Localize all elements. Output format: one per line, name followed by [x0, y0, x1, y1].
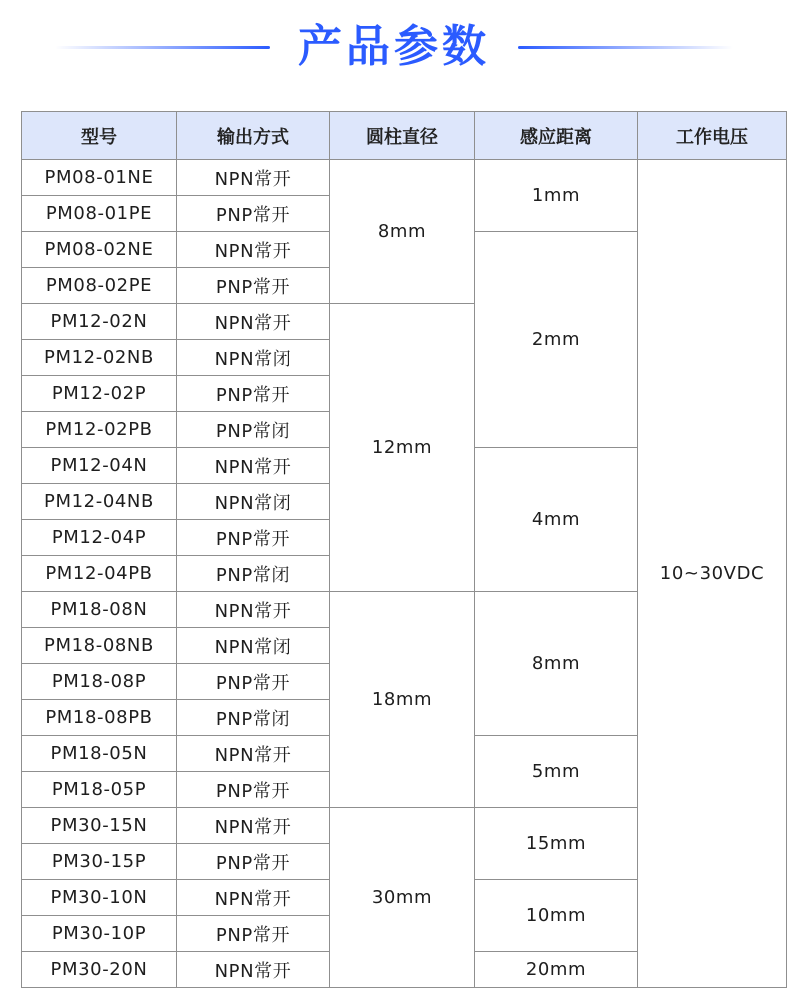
model-cell: PM30-20N — [22, 952, 177, 988]
model-cell: PM12-02P — [22, 376, 177, 412]
output-cell: PNP常开 — [177, 664, 330, 700]
diameter-cell: 30mm — [330, 808, 475, 988]
model-cell: PM30-10P — [22, 916, 177, 952]
diameter-cell: 8mm — [330, 160, 475, 304]
distance-cell: 15mm — [475, 808, 638, 880]
output-cell: PNP常开 — [177, 520, 330, 556]
model-cell: PM08-02PE — [22, 268, 177, 304]
header-model: 型号 — [22, 112, 177, 160]
model-cell: PM12-04NB — [22, 484, 177, 520]
distance-cell: 20mm — [475, 952, 638, 988]
output-cell: PNP常开 — [177, 772, 330, 808]
distance-cell: 8mm — [475, 592, 638, 736]
model-cell: PM30-15N — [22, 808, 177, 844]
distance-cell: 5mm — [475, 736, 638, 808]
output-cell: NPN常闭 — [177, 628, 330, 664]
output-cell: PNP常开 — [177, 376, 330, 412]
model-cell: PM18-08NB — [22, 628, 177, 664]
output-cell: NPN常闭 — [177, 484, 330, 520]
model-cell: PM12-02PB — [22, 412, 177, 448]
output-cell: PNP常开 — [177, 196, 330, 232]
output-cell: PNP常闭 — [177, 700, 330, 736]
table-header-row — [22, 112, 787, 160]
model-cell: PM12-04N — [22, 448, 177, 484]
output-cell: NPN常开 — [177, 232, 330, 268]
title-divider-right — [518, 46, 733, 49]
model-cell: PM18-05N — [22, 736, 177, 772]
header-sensing-distance: 感应距离 — [475, 112, 638, 160]
output-cell: NPN常开 — [177, 160, 330, 196]
page-header — [0, 0, 790, 100]
title-divider-left — [55, 46, 270, 49]
diameter-cell: 18mm — [330, 592, 475, 808]
output-cell: NPN常开 — [177, 304, 330, 340]
distance-cell: 2mm — [475, 232, 638, 448]
model-cell: PM12-04PB — [22, 556, 177, 592]
header-voltage: 工作电压 — [638, 112, 787, 160]
output-cell: PNP常开 — [177, 268, 330, 304]
model-cell: PM08-01PE — [22, 196, 177, 232]
model-cell: PM18-05P — [22, 772, 177, 808]
output-cell: PNP常开 — [177, 844, 330, 880]
model-cell: PM18-08N — [22, 592, 177, 628]
model-cell: PM18-08PB — [22, 700, 177, 736]
header-output-type: 输出方式 — [177, 112, 330, 160]
output-cell: NPN常开 — [177, 880, 330, 916]
header-diameter: 圆柱直径 — [330, 112, 475, 160]
table-row — [22, 160, 787, 196]
output-cell: NPN常开 — [177, 592, 330, 628]
distance-cell: 1mm — [475, 160, 638, 232]
output-cell: NPN常开 — [177, 952, 330, 988]
output-cell: PNP常闭 — [177, 412, 330, 448]
page-title: 产品参数 — [298, 21, 490, 72]
model-cell: PM30-10N — [22, 880, 177, 916]
output-cell: NPN常开 — [177, 736, 330, 772]
output-cell: PNP常闭 — [177, 556, 330, 592]
distance-cell: 10mm — [475, 880, 638, 952]
model-cell: PM08-02NE — [22, 232, 177, 268]
voltage-cell: 10~30VDC — [638, 160, 787, 988]
output-cell: NPN常开 — [177, 448, 330, 484]
model-cell: PM08-01NE — [22, 160, 177, 196]
output-cell: NPN常闭 — [177, 340, 330, 376]
model-cell: PM12-02N — [22, 304, 177, 340]
diameter-cell: 12mm — [330, 304, 475, 592]
model-cell: PM12-02NB — [22, 340, 177, 376]
model-cell: PM12-04P — [22, 520, 177, 556]
model-cell: PM18-08P — [22, 664, 177, 700]
distance-cell: 4mm — [475, 448, 638, 592]
model-cell: PM30-15P — [22, 844, 177, 880]
output-cell: NPN常开 — [177, 808, 330, 844]
output-cell: PNP常开 — [177, 916, 330, 952]
product-spec-table — [21, 111, 787, 988]
